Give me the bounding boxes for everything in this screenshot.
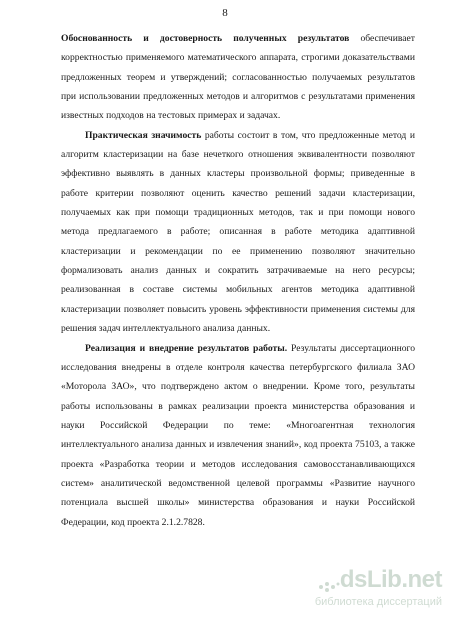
heading-validity: Обоснованность и достоверность полученных результатов [61,33,350,44]
dots-icon [318,580,340,594]
page-number: 8 [222,7,228,19]
watermark-logo: dsLib.net [339,566,442,593]
body-text [61,29,415,532]
heading-practical-significance: Практическая значимость [85,129,202,141]
text-implementation: Результаты диссертационного исследования внедрены в отделе контроля качества петербургского филиала ЗАО «Моторола ЗАО», что подтверждено актом о внедрении. Кроме того, результаты работы использованы в рамках реализации проекта министерства образования и науки Российской Федерации по теме: «Многоагентная технология интеллектуального анализа данных и извлечения знаний», код проекта 75103, а также проекта «Разработка теории и методов исследования самовосстанавливающихся систем» аналитической ведомственной целевой программы «Развитие научного потенциала высшей школы» министерства образования и науки Российской Федерации, код проекта 2.1.2.7828. [61,342,415,528]
text-practical-significance: работы состоит в том, что предложенные метод и алгоритм кластеризации на базе нечеткого отношения эквивалентности позволяют эффективно выявлять в данных кластеры произвольной формы; приведенные в работе критерии позволяют оценить качество решений задачи кластеризации, получаемых как при помощи традиционных методов, так и при помощи нового метода предлагаемого в работе; описанная в работе методика адаптивной кластеризации и рекомендации по ее применению позволяют значительно формализовать анализ данных и сократить затрачиваемые на него ресурсы; реализованная в составе системы мобильных агентов методика адаптивной кластеризации позволяет повысить уровень эффективности применения системы для решения задач интеллектуального анализа данных. [61,129,415,335]
heading-implementation: Реализация и внедрение результатов работы. [85,342,288,354]
dslib-watermark [314,566,450,614]
paragraph-validity [61,29,415,126]
watermark-caption: библиотека диссертаций [314,596,442,608]
text-validity: обеспечивает корректностью применяемого математического аппарата, строгими доказательствами предложенных теорем и утверждений; согласованностью получаемых результатов при использовании предложенных методов и алгоритмов с результатами применения известных подходов на тестовых примерах и задачах. [61,33,415,122]
paragraph-implementation [61,339,415,532]
paragraph-practical-significance [61,126,415,339]
